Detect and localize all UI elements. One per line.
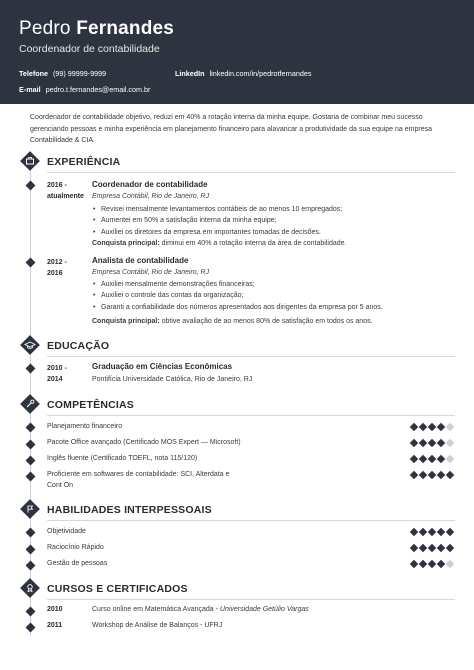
job-company: Empresa Contábil, Rio de Janeiro, RJ: [92, 193, 210, 200]
education-date-end: 2014: [47, 376, 63, 383]
rating-diamond-filled: [419, 471, 427, 479]
list-marker: [26, 456, 36, 466]
rating-diamond-filled: [437, 423, 445, 431]
rating-diamond-filled: [446, 471, 454, 479]
skill-label: Inglês fluente (Certificado TOEFL, nota 115/120): [47, 455, 198, 462]
job-dates: [47, 180, 84, 202]
job-title: Coordenador de contabilidade: [92, 180, 208, 189]
rating-diamond-filled: [428, 423, 436, 431]
list-marker: [26, 423, 36, 433]
rating-diamond-empty: [446, 423, 454, 431]
rating-diamond-empty: [446, 560, 454, 568]
achievement-label: Conquista principal:: [92, 240, 160, 247]
rating-diamond-filled: [419, 455, 427, 463]
cert-year: 2010: [47, 606, 63, 613]
section-divider: [47, 599, 455, 600]
rating-diamond-empty: [446, 439, 454, 447]
job-title: Analista de contabilidade: [92, 256, 189, 265]
job-achievement: [92, 240, 346, 247]
rating-diamond-filled: [428, 544, 436, 552]
skill-label: Pacote Office avançado (Certificado MOS Expert — Microsoft): [47, 439, 241, 446]
graduation-cap-icon: [20, 335, 40, 355]
rating-diamond-filled: [410, 471, 418, 479]
phone-contact: [19, 69, 106, 78]
skill-label-line: Cont On: [47, 482, 74, 490]
rating-diamond-filled: [446, 528, 454, 536]
linkedin-contact: [175, 69, 311, 78]
phone-value: (99) 99999-9999: [53, 69, 107, 78]
school-name: Pontifícia Universidade Católica, Rio de Janeiro, RJ: [92, 376, 253, 383]
duty-item: • Revisei mensalmente levantamentos contábeis de ao menos 10 empregados;: [92, 204, 342, 215]
rating-diamond-filled: [437, 471, 445, 479]
first-name: Pedro: [19, 18, 71, 39]
briefcase-icon: [20, 151, 40, 171]
education-section-title: EDUCAÇÃO: [47, 340, 110, 352]
cert-name: [92, 622, 222, 629]
rating-diamond-filled: [410, 544, 418, 552]
list-marker: [26, 440, 36, 450]
rating-diamond-filled: [428, 471, 436, 479]
rating-diamond-filled: [419, 528, 427, 536]
rating-diamond-filled: [410, 455, 418, 463]
rating-diamond-filled: [419, 560, 427, 568]
rating-diamond-filled: [428, 439, 436, 447]
email-label: E-mail: [19, 85, 41, 94]
job-duties: [92, 279, 383, 313]
section-divider: [47, 520, 455, 521]
list-marker: [26, 472, 36, 482]
timeline-marker: [26, 258, 36, 268]
rating-diamond-filled: [437, 439, 445, 447]
rating-diamond-filled: [419, 439, 427, 447]
duty-item: • Auxiliei os diretores da empresa em importantes tomadas de decisões.: [92, 227, 342, 238]
duty-item: • Auxiliei mensalmente demonstrações financeiras;: [92, 279, 383, 290]
candidate-name: [19, 18, 174, 40]
rating-diamond-filled: [437, 528, 445, 536]
candidate-role: Coordenador de contabilidade: [19, 43, 160, 55]
skill-label-line: Proficiente em softwares de contabilidade: SCI, Alterdata e: [47, 471, 230, 478]
rating-diamond-filled: [419, 544, 427, 552]
handshake-icon: [20, 499, 40, 519]
linkedin-label: LinkedIn: [175, 69, 205, 78]
resume-header: [0, 0, 474, 104]
job-date-end: 2016: [47, 270, 63, 277]
education-date-start: 2010 -: [47, 365, 67, 372]
rating-diamond-filled: [437, 560, 445, 568]
cert-name-text: Curso online em Matemática Avançada -: [92, 606, 220, 613]
rating-diamond-filled: [428, 455, 436, 463]
cert-name-text: Workshop de Análise de Balanços - UFRJ: [92, 622, 223, 629]
rating-diamond-filled: [428, 560, 436, 568]
skill-label: Planejamento financeiro: [47, 423, 123, 430]
phone-label: Telefone: [19, 69, 49, 78]
rating-diamond-filled: [410, 528, 418, 536]
list-marker: [26, 561, 36, 571]
section-divider: [47, 172, 455, 173]
achievement-text: obtive avaliação de ao menos 80% de satisfação em todos os anos.: [159, 318, 373, 325]
job-duties: [92, 204, 342, 238]
rating-diamond-filled: [437, 455, 445, 463]
section-divider: [47, 415, 455, 416]
email-contact: [19, 85, 150, 94]
job-date-start: 2016 -: [47, 182, 67, 189]
rating-diamond-filled: [419, 423, 427, 431]
duty-item: • Auxiliei o controle das contas da organização;: [92, 290, 383, 301]
award-icon: [20, 578, 40, 598]
experience-section-title: EXPERIÊNCIA: [47, 156, 121, 168]
achievement-label: Conquista principal:: [92, 318, 160, 325]
last-name: Fernandes: [76, 18, 175, 39]
rating-diamond-filled: [410, 560, 418, 568]
cert-year: 2011: [47, 622, 63, 629]
section-divider: [47, 356, 455, 357]
soft-skills-section-title: HABILIDADES INTERPESSOAIS: [47, 504, 212, 516]
rating-diamond-empty: [446, 455, 454, 463]
rating-diamond-filled: [410, 423, 418, 431]
cert-institution: Universidade Getúlio Vargas: [219, 606, 309, 613]
linkedin-link[interactable]: linkedin.com/in/pedrotfernandes: [209, 69, 312, 78]
rating-diamond-filled: [446, 544, 454, 552]
wrench-icon: [20, 394, 40, 414]
skill-label: [47, 469, 230, 492]
job-achievement: [92, 318, 373, 325]
degree-title: Graduação em Ciências Econômicas: [92, 362, 233, 371]
list-marker: [26, 607, 36, 617]
education-dates: [47, 363, 67, 385]
email-link[interactable]: pedro.t.fernandes@email.com.br: [45, 85, 151, 94]
job-date-end: atualmente: [47, 193, 84, 200]
duty-item: • Garanti a confiabilidade dos números apresentados aos dirigentes da empresa por 5 anos.: [92, 302, 383, 313]
soft-skill-label: Raciocínio Rápido: [47, 544, 104, 551]
timeline-marker: [26, 364, 36, 374]
rating-diamond-filled: [437, 544, 445, 552]
duty-item: • Aumentei em 50% a satisfação interna da minha equipe;: [92, 215, 342, 226]
list-marker: [26, 623, 36, 633]
achievement-text: diminui em 40% a rotação interna da área de contabilidade.: [159, 240, 347, 247]
job-date-start: 2012 -: [47, 259, 67, 266]
professional-summary: Coordenador de contabilidade objetivo, reduzi em 40% a rotação interna da minha equipe. Gostaria de combinar meu sucesso gerenciando pessoas e minha experiência em planejamento financeiro para alavancar a produtividade da sua equipe na empresa Contabilidade & CIA.: [30, 114, 432, 145]
job-company: Empresa Contábil, Rio de Janeiro, RJ: [92, 269, 210, 276]
soft-skill-label: Objetividade: [47, 528, 86, 535]
job-dates: [47, 257, 67, 279]
timeline-marker: [26, 181, 36, 191]
certifications-section-title: CURSOS E CERTIFICADOS: [47, 583, 188, 595]
skills-section-title: COMPETÊNCIAS: [47, 399, 134, 411]
soft-skill-label: Gestão de pessoas: [47, 560, 108, 567]
rating-diamond-filled: [410, 439, 418, 447]
list-marker: [26, 545, 36, 555]
list-marker: [26, 528, 36, 538]
rating-diamond-filled: [428, 528, 436, 536]
cert-name: [92, 606, 309, 613]
